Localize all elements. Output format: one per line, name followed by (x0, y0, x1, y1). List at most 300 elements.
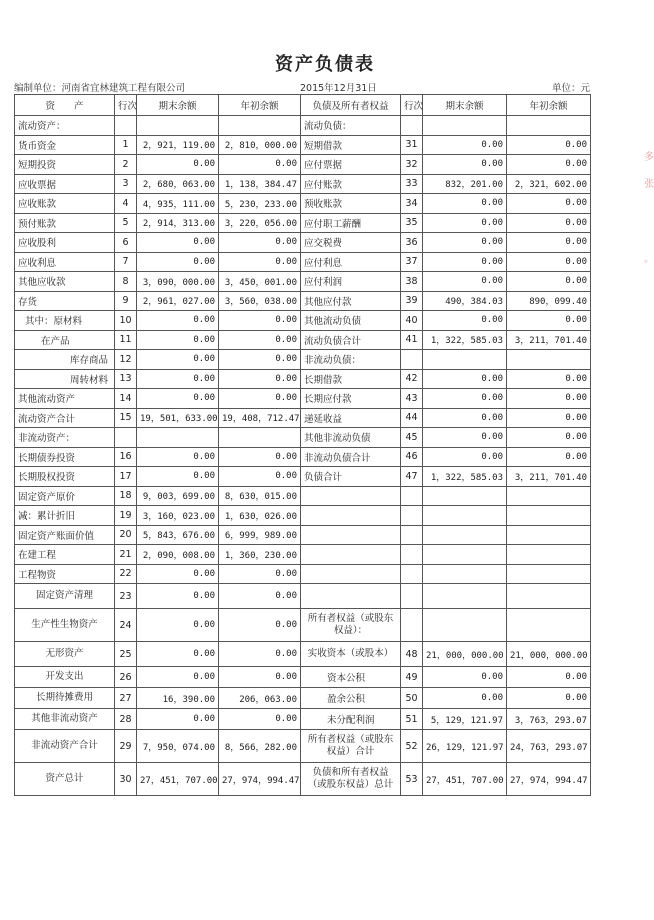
table-row (15, 369, 591, 389)
liability-end-cell: 0.00 (423, 233, 507, 253)
col-header-end2: 期末余额 (423, 95, 507, 116)
asset-line-cell: 24 (115, 609, 137, 642)
liability-line-cell: 45 (401, 428, 423, 448)
liability-end-cell: 1，322，585.03 (423, 467, 507, 487)
asset-end-cell: 2，921，119.00 (137, 135, 219, 155)
asset-line-cell: 29 (115, 730, 137, 763)
liability-begin-cell: 0.00 (507, 252, 591, 272)
table-row (15, 506, 591, 526)
asset-line-cell (115, 116, 137, 136)
table-row (15, 330, 591, 350)
liability-name-cell: 负债合计 (301, 467, 401, 487)
asset-begin-cell: 0.00 (219, 709, 301, 730)
liability-name-cell: 短期借款 (301, 135, 401, 155)
liability-line-cell: 32 (401, 155, 423, 175)
liability-end-cell (423, 525, 507, 545)
asset-name-cell: 库存商品 (15, 350, 115, 370)
asset-end-cell: 0.00 (137, 709, 219, 730)
liability-name-cell: 应交税费 (301, 233, 401, 253)
liability-begin-cell: 0.00 (507, 389, 591, 409)
liability-begin-cell: 0.00 (507, 213, 591, 233)
asset-line-cell: 6 (115, 233, 137, 253)
liability-end-cell (423, 584, 507, 609)
asset-end-cell: 0.00 (137, 584, 219, 609)
asset-name-cell: 工程物资 (15, 564, 115, 584)
asset-name-cell: 在建工程 (15, 545, 115, 565)
asset-name-cell: 固定资产原价 (15, 486, 115, 506)
asset-name-cell: 资产总计 (15, 763, 115, 796)
table-row (15, 688, 591, 709)
asset-name-cell: 长期股权投资 (15, 467, 115, 487)
asset-line-cell: 14 (115, 389, 137, 409)
table-row (15, 194, 591, 214)
liability-end-cell (423, 350, 507, 370)
col-header-line: 行次 (115, 95, 137, 116)
liability-begin-cell: 0.00 (507, 369, 591, 389)
table-row (15, 116, 591, 136)
liability-line-cell (401, 525, 423, 545)
asset-end-cell: 0.00 (137, 467, 219, 487)
asset-name-cell: 预付账款 (15, 213, 115, 233)
asset-end-cell: 0.00 (137, 233, 219, 253)
liability-line-cell (401, 584, 423, 609)
liability-line-cell: 49 (401, 667, 423, 688)
asset-name-cell: 应收利息 (15, 252, 115, 272)
asset-name-cell: 应收股利 (15, 233, 115, 253)
asset-end-cell: 2，090，008.00 (137, 545, 219, 565)
asset-begin-cell: 0.00 (219, 564, 301, 584)
asset-end-cell: 0.00 (137, 311, 219, 331)
asset-name-cell: 非流动资产： (15, 428, 115, 448)
asset-line-cell: 22 (115, 564, 137, 584)
asset-line-cell: 28 (115, 709, 137, 730)
asset-end-cell: 3，090，000.00 (137, 272, 219, 292)
table-row (15, 291, 591, 311)
asset-begin-cell: 0.00 (219, 447, 301, 467)
liability-begin-cell: 27，974，994.47 (507, 763, 591, 796)
liability-line-cell: 35 (401, 213, 423, 233)
liability-name-cell: 所有者权益（或股东权益）： (301, 609, 401, 642)
liability-name-cell: 应付利息 (301, 252, 401, 272)
header-row (15, 95, 591, 116)
liability-name-cell: 非流动负债合计 (301, 447, 401, 467)
margin-mark: 张 (644, 179, 654, 190)
asset-begin-cell: 0.00 (219, 330, 301, 350)
liability-name-cell: 其他非流动负债 (301, 428, 401, 448)
liability-end-cell: 27，451，707.00 (423, 763, 507, 796)
asset-end-cell: 19，501，633.00 (137, 408, 219, 428)
asset-line-cell: 15 (115, 408, 137, 428)
table-row (15, 763, 591, 796)
asset-begin-cell: 3，220，056.00 (219, 213, 301, 233)
liability-line-cell: 38 (401, 272, 423, 292)
liability-name-cell: 长期借款 (301, 369, 401, 389)
liability-end-cell: 0.00 (423, 272, 507, 292)
asset-line-cell: 20 (115, 525, 137, 545)
asset-end-cell: 0.00 (137, 564, 219, 584)
liability-begin-cell (507, 525, 591, 545)
asset-end-cell: 5，843，676.00 (137, 525, 219, 545)
liability-line-cell: 47 (401, 467, 423, 487)
asset-begin-cell: 6，999，989.00 (219, 525, 301, 545)
table-row (15, 233, 591, 253)
liability-begin-cell (507, 116, 591, 136)
col-header-asset: 资 产 (15, 95, 115, 116)
liability-line-cell: 44 (401, 408, 423, 428)
liability-end-cell: 0.00 (423, 447, 507, 467)
table-row (15, 709, 591, 730)
asset-begin-cell: 0.00 (219, 350, 301, 370)
liability-name-cell: 资本公积 (301, 667, 401, 688)
asset-line-cell: 3 (115, 174, 137, 194)
liability-end-cell: 21，000，000.00 (423, 642, 507, 667)
liability-end-cell: 5，129，121.97 (423, 709, 507, 730)
table-row (15, 272, 591, 292)
asset-begin-cell: 19，408，712.47 (219, 408, 301, 428)
liability-begin-cell: 0.00 (507, 233, 591, 253)
table-row (15, 135, 591, 155)
liability-line-cell: 53 (401, 763, 423, 796)
table-row (15, 609, 591, 642)
liability-line-cell: 33 (401, 174, 423, 194)
asset-line-cell: 11 (115, 330, 137, 350)
liability-line-cell: 41 (401, 330, 423, 350)
liability-line-cell: 50 (401, 688, 423, 709)
liability-end-cell: 0.00 (423, 408, 507, 428)
liability-begin-cell: 890，099.40 (507, 291, 591, 311)
liability-name-cell: 流动负债合计 (301, 330, 401, 350)
asset-end-cell: 0.00 (137, 350, 219, 370)
liability-end-cell: 0.00 (423, 155, 507, 175)
asset-name-cell: 长期待摊费用 (15, 688, 115, 709)
liability-line-cell: 39 (401, 291, 423, 311)
liability-begin-cell: 0.00 (507, 667, 591, 688)
table-row (15, 311, 591, 331)
table-row (15, 408, 591, 428)
asset-end-cell: 0.00 (137, 642, 219, 667)
liability-name-cell: 应付利润 (301, 272, 401, 292)
liability-name-cell (301, 564, 401, 584)
liability-begin-cell: 24，763，293.07 (507, 730, 591, 763)
liability-line-cell (401, 506, 423, 526)
table-row (15, 350, 591, 370)
liability-line-cell (401, 564, 423, 584)
table-row (15, 155, 591, 175)
liability-end-cell: 0.00 (423, 667, 507, 688)
table-row (15, 252, 591, 272)
liability-end-cell (423, 609, 507, 642)
asset-begin-cell: 2，810，000.00 (219, 135, 301, 155)
liability-begin-cell: 0.00 (507, 688, 591, 709)
asset-line-cell: 16 (115, 447, 137, 467)
liability-line-cell (401, 545, 423, 565)
asset-name-cell: 其中：原材料 (15, 311, 115, 331)
liability-begin-cell (507, 506, 591, 526)
asset-end-cell: 2，961，027.00 (137, 291, 219, 311)
asset-name-cell: 存货 (15, 291, 115, 311)
asset-begin-cell: 0.00 (219, 311, 301, 331)
asset-begin-cell: 3，560，038.00 (219, 291, 301, 311)
liability-name-cell: 应付账款 (301, 174, 401, 194)
liability-end-cell (423, 564, 507, 584)
liability-name-cell: 负债和所有者权益（或股东权益）总计 (301, 763, 401, 796)
currency-unit: 单位：元 (551, 83, 590, 94)
liability-name-cell: 实收资本（或股本） (301, 642, 401, 667)
asset-end-cell (137, 428, 219, 448)
liability-begin-cell: 0.00 (507, 194, 591, 214)
liability-begin-cell: 0.00 (507, 311, 591, 331)
asset-begin-cell: 27，974，994.47 (219, 763, 301, 796)
asset-name-cell: 其他应收款 (15, 272, 115, 292)
liability-line-cell: 40 (401, 311, 423, 331)
liability-name-cell (301, 525, 401, 545)
liability-line-cell: 48 (401, 642, 423, 667)
liability-name-cell: 盈余公积 (301, 688, 401, 709)
liability-end-cell: 1，322，585.03 (423, 330, 507, 350)
asset-name-cell: 流动资产合计 (15, 408, 115, 428)
asset-begin-cell: 0.00 (219, 609, 301, 642)
liability-begin-cell: 3，763，293.07 (507, 709, 591, 730)
asset-begin-cell: 0.00 (219, 667, 301, 688)
liability-begin-cell: 0.00 (507, 428, 591, 448)
asset-begin-cell: 0.00 (219, 467, 301, 487)
asset-end-cell: 0.00 (137, 447, 219, 467)
liability-begin-cell (507, 486, 591, 506)
liability-begin-cell (507, 584, 591, 609)
asset-end-cell: 0.00 (137, 252, 219, 272)
liability-begin-cell: 0.00 (507, 135, 591, 155)
asset-begin-cell (219, 428, 301, 448)
liability-name-cell: 其他流动负债 (301, 311, 401, 331)
asset-name-cell: 减：累计折旧 (15, 506, 115, 526)
liability-begin-cell: 0.00 (507, 447, 591, 467)
asset-name-cell: 生产性生物资产 (15, 609, 115, 642)
asset-begin-cell: 0.00 (219, 389, 301, 409)
asset-begin-cell: 8，630，015.00 (219, 486, 301, 506)
asset-line-cell: 8 (115, 272, 137, 292)
table-row (15, 545, 591, 565)
asset-end-cell: 2，914，313.00 (137, 213, 219, 233)
liability-line-cell: 37 (401, 252, 423, 272)
asset-name-cell: 应收票据 (15, 174, 115, 194)
asset-begin-cell: 8，566，282.00 (219, 730, 301, 763)
liability-end-cell (423, 116, 507, 136)
liability-begin-cell (507, 350, 591, 370)
asset-line-cell: 27 (115, 688, 137, 709)
liability-line-cell: 31 (401, 135, 423, 155)
liability-name-cell: 非流动负债： (301, 350, 401, 370)
asset-line-cell: 4 (115, 194, 137, 214)
liability-end-cell (423, 486, 507, 506)
table-row (15, 447, 591, 467)
col-header-line2: 行次 (401, 95, 423, 116)
liability-name-cell: 长期应付款 (301, 389, 401, 409)
liability-end-cell: 0.00 (423, 688, 507, 709)
liability-line-cell: 42 (401, 369, 423, 389)
asset-name-cell: 周转材料 (15, 369, 115, 389)
liability-line-cell: 34 (401, 194, 423, 214)
table-row (15, 486, 591, 506)
liability-end-cell: 0.00 (423, 369, 507, 389)
asset-end-cell: 0.00 (137, 667, 219, 688)
asset-begin-cell: 206，063.00 (219, 688, 301, 709)
asset-line-cell: 17 (115, 467, 137, 487)
asset-begin-cell: 3，450，001.00 (219, 272, 301, 292)
table-row (15, 730, 591, 763)
asset-begin-cell: 0.00 (219, 155, 301, 175)
asset-end-cell: 0.00 (137, 609, 219, 642)
liability-name-cell: 所有者权益（或股东权益）合计 (301, 730, 401, 763)
asset-begin-cell: 5，230，233.00 (219, 194, 301, 214)
liability-end-cell: 0.00 (423, 252, 507, 272)
asset-line-cell: 21 (115, 545, 137, 565)
asset-begin-cell: 0.00 (219, 252, 301, 272)
liability-name-cell: 预收账款 (301, 194, 401, 214)
margin-mark: 多 (644, 152, 654, 163)
page-title: 资产负债表 (275, 54, 375, 75)
report-date: 2015年12月31日 (300, 83, 377, 94)
liability-line-cell: 46 (401, 447, 423, 467)
balance-sheet-table (14, 94, 591, 796)
asset-name-cell: 非流动资产合计 (15, 730, 115, 763)
liability-name-cell: 流动负债： (301, 116, 401, 136)
asset-begin-cell: 1，138，384.47 (219, 174, 301, 194)
table-row (15, 642, 591, 667)
asset-end-cell: 0.00 (137, 369, 219, 389)
asset-line-cell: 18 (115, 486, 137, 506)
asset-line-cell: 26 (115, 667, 137, 688)
table-row (15, 389, 591, 409)
liability-end-cell: 0.00 (423, 135, 507, 155)
asset-begin-cell: 0.00 (219, 584, 301, 609)
liability-begin-cell (507, 545, 591, 565)
liability-line-cell (401, 350, 423, 370)
liability-line-cell (401, 116, 423, 136)
asset-end-cell: 2，680，063.00 (137, 174, 219, 194)
liability-end-cell: 490，384.03 (423, 291, 507, 311)
asset-name-cell: 在产品 (15, 330, 115, 350)
liability-end-cell (423, 545, 507, 565)
asset-end-cell: 0.00 (137, 155, 219, 175)
liability-end-cell: 26，129，121.97 (423, 730, 507, 763)
asset-name-cell: 固定资产账面价值 (15, 525, 115, 545)
liability-line-cell: 43 (401, 389, 423, 409)
asset-end-cell: 16，390.00 (137, 688, 219, 709)
table-row (15, 174, 591, 194)
asset-line-cell: 2 (115, 155, 137, 175)
liability-begin-cell: 3，211，701.40 (507, 467, 591, 487)
liability-end-cell (423, 506, 507, 526)
asset-end-cell: 4，935，111.00 (137, 194, 219, 214)
table-row (15, 525, 591, 545)
liability-name-cell: 其他应付款 (301, 291, 401, 311)
table-row (15, 428, 591, 448)
liability-name-cell (301, 486, 401, 506)
asset-line-cell: 12 (115, 350, 137, 370)
asset-line-cell: 19 (115, 506, 137, 526)
table-row (15, 564, 591, 584)
asset-begin-cell: 0.00 (219, 233, 301, 253)
liability-begin-cell (507, 564, 591, 584)
asset-name-cell: 其他流动资产 (15, 389, 115, 409)
asset-line-cell: 5 (115, 213, 137, 233)
col-header-begin: 年初余额 (219, 95, 301, 116)
col-header-liability: 负债及所有者权益 (301, 95, 401, 116)
liability-name-cell (301, 584, 401, 609)
liability-name-cell: 递延收益 (301, 408, 401, 428)
liability-line-cell: 36 (401, 233, 423, 253)
liability-begin-cell: 0.00 (507, 155, 591, 175)
asset-name-cell: 无形资产 (15, 642, 115, 667)
margin-mark: 。 (644, 254, 654, 265)
preparer-unit: 编制单位：河南省宜林建筑工程有限公司 (14, 83, 186, 94)
asset-begin-cell: 1，360，230.00 (219, 545, 301, 565)
asset-name-cell: 货币资金 (15, 135, 115, 155)
table-row (15, 467, 591, 487)
asset-name-cell: 其他非流动资产 (15, 709, 115, 730)
asset-begin-cell: 0.00 (219, 642, 301, 667)
liability-name-cell: 应付职工薪酬 (301, 213, 401, 233)
asset-line-cell (115, 428, 137, 448)
asset-end-cell: 0.00 (137, 330, 219, 350)
liability-end-cell: 0.00 (423, 194, 507, 214)
asset-line-cell: 10 (115, 311, 137, 331)
asset-name-cell: 固定资产清理 (15, 584, 115, 609)
liability-line-cell (401, 486, 423, 506)
table-row (15, 213, 591, 233)
col-header-end: 期末余额 (137, 95, 219, 116)
asset-line-cell: 7 (115, 252, 137, 272)
liability-begin-cell: 21，000，000.00 (507, 642, 591, 667)
liability-begin-cell: 0.00 (507, 408, 591, 428)
liability-name-cell: 应付票据 (301, 155, 401, 175)
asset-line-cell: 13 (115, 369, 137, 389)
liability-name-cell (301, 545, 401, 565)
liability-name-cell (301, 506, 401, 526)
asset-line-cell: 30 (115, 763, 137, 796)
asset-end-cell: 0.00 (137, 389, 219, 409)
table-row (15, 667, 591, 688)
asset-begin-cell: 1，630，026.00 (219, 506, 301, 526)
asset-end-cell: 9，003，699.00 (137, 486, 219, 506)
asset-name-cell: 开发支出 (15, 667, 115, 688)
asset-name-cell: 长期债券投资 (15, 447, 115, 467)
asset-begin-cell (219, 116, 301, 136)
asset-line-cell: 1 (115, 135, 137, 155)
asset-end-cell (137, 116, 219, 136)
asset-end-cell: 3，160，023.00 (137, 506, 219, 526)
table-row (15, 584, 591, 609)
asset-line-cell: 25 (115, 642, 137, 667)
asset-line-cell: 9 (115, 291, 137, 311)
liability-end-cell: 0.00 (423, 389, 507, 409)
asset-name-cell: 应收账款 (15, 194, 115, 214)
liability-end-cell: 0.00 (423, 428, 507, 448)
liability-end-cell: 0.00 (423, 311, 507, 331)
asset-begin-cell: 0.00 (219, 369, 301, 389)
liability-name-cell: 未分配利润 (301, 709, 401, 730)
liability-line-cell: 52 (401, 730, 423, 763)
liability-line-cell: 51 (401, 709, 423, 730)
asset-name-cell: 短期投资 (15, 155, 115, 175)
asset-end-cell: 27，451，707.00 (137, 763, 219, 796)
liability-end-cell: 0.00 (423, 213, 507, 233)
liability-begin-cell (507, 609, 591, 642)
asset-line-cell: 23 (115, 584, 137, 609)
asset-name-cell: 流动资产： (15, 116, 115, 136)
liability-end-cell: 832，201.00 (423, 174, 507, 194)
liability-begin-cell: 3，211，701.40 (507, 330, 591, 350)
